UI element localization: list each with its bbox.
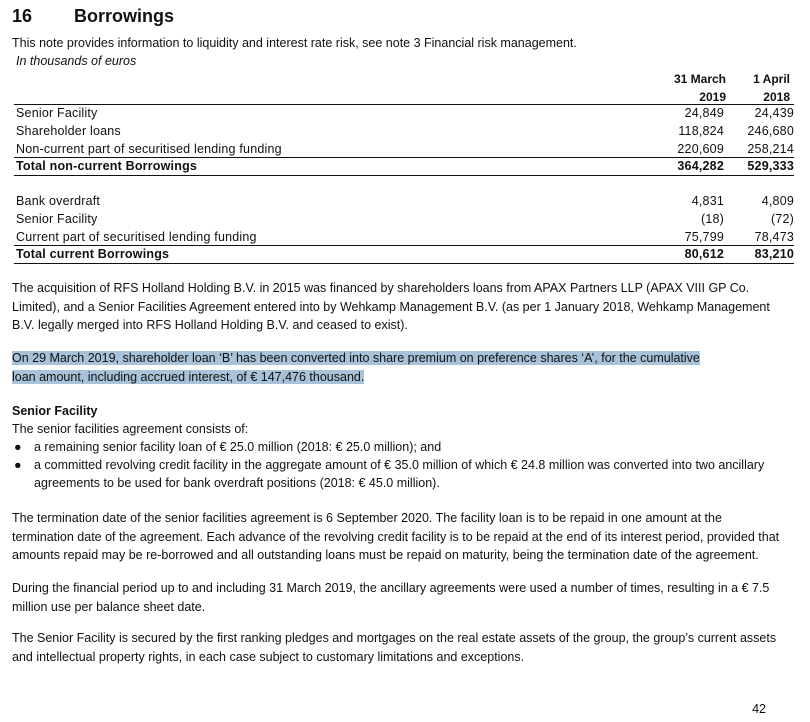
total-row-current [14,246,794,263]
value-2018: 258,214 [747,142,794,156]
page-number: 42 [752,702,766,716]
table-row [14,193,794,210]
value-2019: (18) [700,212,724,226]
note-intro: This note provides information to liquidity and interest rate risk, see note 3 Financial risk management. [12,36,577,50]
bullet-icon: ● [14,458,22,472]
conversion-paragraph [12,349,782,386]
bullet-icon: ● [14,440,22,454]
value-2018: (72) [770,212,794,226]
column-header-2018-line1: 1 April [753,72,790,86]
column-header-2019-line2: 2019 [699,90,726,104]
note-title: Borrowings [74,6,175,26]
note-number: 16 [12,6,33,26]
units-label: In thousands of euros [16,54,137,68]
value-2018: 83,210 [754,247,794,261]
row-label: Total current Borrowings [16,247,170,261]
value-2019: 80,612 [684,247,724,261]
list-item-text: a remaining senior facility loan of € 25.0 million (2018: € 25.0 million); and [34,440,442,454]
column-header-2018 [738,70,790,106]
senior-facility-list [12,438,782,492]
column-header-2019-line1: 31 March [673,72,726,86]
list-item-text: a committed revolving credit facility in the aggregate amount of € 35.0 million of which € 24.8 million was converted into two ancillary agreements to be used for bank overdraft positions (2018: € 45.0 million). [34,458,765,490]
highlighted-text: loan amount, including accrued interest, of € 147,476 thousand. [12,369,365,384]
value-2019: 4,831 [691,194,724,208]
note-heading [12,6,174,27]
value-2019: 118,824 [678,124,724,138]
total-rule [14,175,794,176]
list-item [12,456,782,492]
row-label: Total non-current Borrowings [16,159,198,173]
highlighted-text: On 29 March 2019, shareholder loan ‘B’ has been converted into share premium on preference shares ‘A’, for the cumulative [12,351,700,365]
senior-facility-heading: Senior Facility [12,404,98,418]
total-rule [14,263,794,264]
row-label: Senior Facility [16,106,98,120]
table-row [14,141,794,158]
value-2018: 246,680 [747,124,794,138]
row-label: Current part of securitised lending funding [16,230,257,244]
row-label: Non-current part of securitised lending funding [16,142,282,156]
senior-intro: The senior facilities agreement consists of: [12,422,249,436]
security-paragraph: The Senior Facility is secured by the first ranking pledges and mortgages on the real estate assets of the group, the group’s current assets and intellectual property rights, in each case subject to customary limitations and exceptions. [12,631,777,664]
value-2019: 364,282 [677,159,724,173]
value-2019: 220,609 [677,142,724,156]
value-2018: 529,333 [747,159,794,173]
value-2019: 24,849 [684,106,724,120]
row-label: Senior Facility [16,212,98,226]
ancillary-paragraph: During the financial period up to and including 31 March 2019, the ancillary agreements were used a number of times, resulting in a € 7.5 million use per balance sheet date. [12,581,770,614]
list-item [12,438,782,456]
column-header-2019 [654,70,726,106]
table-row [14,123,794,140]
total-row-non-current [14,158,794,175]
value-2018: 4,809 [761,194,794,208]
value-2019: 75,799 [684,230,724,244]
row-label: Bank overdraft [16,194,101,208]
value-2018: 78,473 [754,230,794,244]
column-header-2018-line2: 2018 [763,90,790,104]
acquisition-paragraph: The acquisition of RFS Holland Holding B.V. in 2015 was financed by shareholders loans from APAX Partners LLP (APAX VIII GP Co. Limited), and a Senior Facilities Agreement entered into by Wehkamp Management B.V. (as per 1 January 2018, Wehkamp Management B.V. legally merged into RFS Holland Holding B.V. and ceased to exist). [12,281,770,332]
termination-paragraph: The termination date of the senior facilities agreement is 6 September 2020. The facility loan is to be repaid in one amount at the termination date of the agreement. Each advance of the revolving credit facility is to be repaid at the end of its interest period, provided that amounts repaid may be re-borrowed and all outstanding loans must be repaid on maturity, being the termination date of the agreement. [12,511,780,562]
table-row [14,211,794,228]
table-row [14,229,794,246]
table-row [14,105,794,122]
row-label: Shareholder loans [16,124,121,138]
value-2018: 24,439 [754,106,794,120]
